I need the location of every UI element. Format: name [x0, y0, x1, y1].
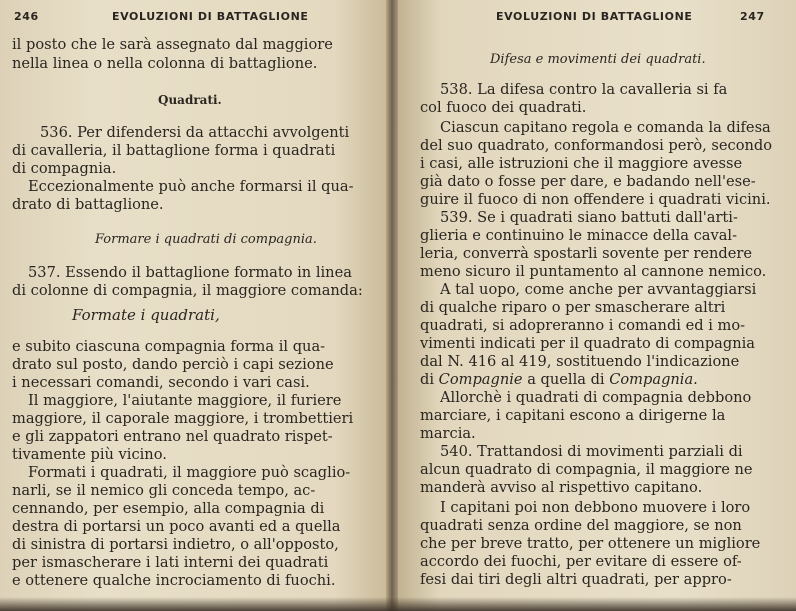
italic-word: Compagnie — [438, 371, 523, 388]
text-line: di qualche riparo o per smascherare altri — [420, 299, 726, 316]
text-line: tivamente più vicino. — [12, 446, 167, 463]
text-line: già dato o fosse per dare, e badando nell'ese- — [420, 173, 756, 190]
text-line: e ottenere qualche incrociamento di fuochi. — [12, 572, 336, 589]
text-line: accordo dei fuochi, per evitare di essere of- — [420, 553, 742, 570]
subheading: Formare i quadrati di compagnia. — [95, 232, 317, 247]
text-line: guire il fuoco di non offendere i quadrati vicini. — [420, 191, 771, 208]
text-line: alcun quadrato di compagnia, il maggiore ne — [420, 461, 753, 478]
text-line: quadrati, si adopreranno i comandi ed i mo- — [420, 317, 746, 334]
text-line: Il maggiore, l'aiutante maggiore, il furiere — [28, 392, 342, 409]
text-line: il posto che le sarà assegnato dal maggiore — [12, 36, 333, 53]
text-line: di sinistra di portarsi indietro, o all'opposto, — [12, 536, 339, 553]
text-line: che per breve tratto, per ottenere un migliore — [420, 535, 761, 552]
subheading: Difesa e movimenti dei quadrati. — [490, 52, 706, 67]
text-line: nella linea o nella colonna di battaglione. — [12, 55, 318, 72]
text-line: marcia. — [420, 425, 476, 442]
text-line: e subito ciascuna compagnia forma il qua- — [12, 338, 326, 355]
left-page-number: 246 — [14, 10, 39, 23]
text-line: i necessari comandi, secondo i vari casi. — [12, 374, 310, 391]
right-page-number: 247 — [740, 10, 765, 23]
text-line: destra di portarsi un poco avanti ed a quella — [12, 518, 341, 535]
italic-word: Compagnia. — [609, 371, 698, 388]
text-line: I capitani poi non debbono muovere i loro — [440, 499, 751, 516]
right-running-title: EVOLUZIONI DI BATTAGLIONE — [496, 10, 693, 23]
text-line: quadrati senza ordine del maggiore, se non — [420, 517, 742, 534]
text-line: marciare, i capitani escono a dirigerne la — [420, 407, 726, 424]
text-line: e gli zappatori entrano nel quadrato rispet- — [12, 428, 333, 445]
text-line: col fuoco dei quadrati. — [420, 99, 587, 116]
text-line: del suo quadrato, conformandosi però, secondo — [420, 137, 773, 154]
text-line: A tal uopo, come anche per avvantaggiarsi — [440, 281, 757, 298]
text-line: Formati i quadrati, il maggiore può scaglio- — [28, 464, 351, 481]
text-line: dal N. 416 al 419, sostituendo l'indicazione — [420, 353, 740, 370]
text-line: manderà avviso al rispettivo capitano. — [420, 479, 703, 496]
text-line: di compagnia. — [12, 160, 117, 177]
text-line: narli, se il nemico gli conceda tempo, ac- — [12, 482, 316, 499]
command-text: Formate i quadrati, — [72, 306, 220, 324]
text-line: di colonne di compagnia, il maggiore comanda: — [12, 282, 363, 299]
section-heading: Quadrati. — [158, 93, 222, 107]
text-line: 539. Se i quadrati siano battuti dall'arti- — [440, 209, 738, 226]
text-line: 538. La difesa contro la cavalleria si fa — [440, 81, 728, 98]
text-line: 536. Per difendersi da attacchi avvolgenti — [40, 124, 350, 141]
text-line: drato di battaglione. — [12, 196, 164, 213]
text-line: i casi, alle istruzioni che il maggiore avesse — [420, 155, 743, 172]
text-line: leria, converrà spostarli sovente per rendere — [420, 245, 752, 262]
text-line: maggiore, il caporale maggiore, i trombettieri — [12, 410, 354, 427]
text-line: cennando, per esempio, alla compagnia di — [12, 500, 325, 517]
text-line: per ismascherare i lati interni dei quadrati — [12, 554, 329, 571]
text-line: glieria e continuino le minacce della caval- — [420, 227, 737, 244]
text-line: 537. Essendo il battaglione formato in linea — [28, 264, 352, 281]
book-gutter — [386, 0, 398, 611]
text-line: fesi dai tiri degli altri quadrati, per appro- — [420, 571, 732, 588]
text-line: Eccezionalmente può anche formarsi il qua- — [28, 178, 354, 195]
left-page — [0, 0, 392, 611]
bottom-shadow — [0, 597, 796, 611]
text-line-mixed: di Compagnie a quella di Compagnia. — [420, 371, 698, 388]
text-line: 540. Trattandosi di movimenti parziali di — [440, 443, 743, 460]
text-line: di cavalleria, il battaglione forma i quadrati — [12, 142, 336, 159]
text-line: drato sul posto, dando perciò i capi sezione — [12, 356, 334, 373]
text-line: vimenti indicati per il quadrato di compagnia — [420, 335, 755, 352]
text-line: Allorchè i quadrati di compagnia debbono — [440, 389, 752, 406]
right-page — [392, 0, 796, 611]
text-line: Ciascun capitano regola e comanda la difesa — [440, 119, 771, 136]
left-running-title: EVOLUZIONI DI BATTAGLIONE — [112, 10, 309, 23]
text-line: meno sicuro il puntamento al cannone nemico. — [420, 263, 767, 280]
